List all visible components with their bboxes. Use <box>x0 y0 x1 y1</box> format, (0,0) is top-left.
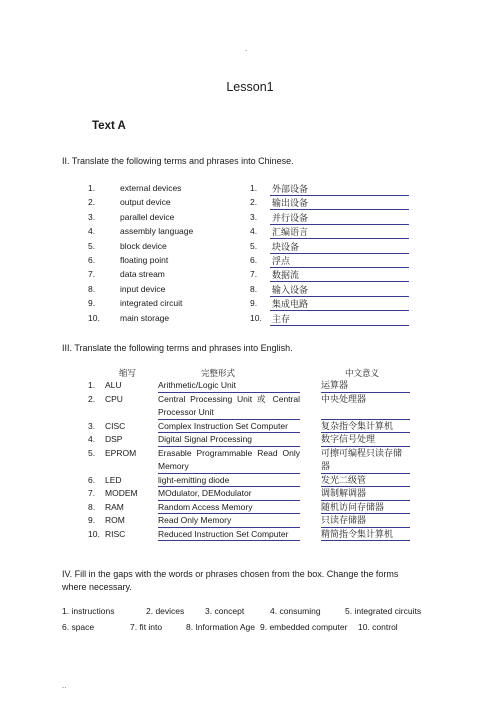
table-row <box>62 433 422 447</box>
chinese-meaning: 复杂指令集计算机 <box>321 420 410 434</box>
row-number: 5. <box>88 447 96 458</box>
abbreviation: DSP <box>105 434 123 444</box>
chinese-answer: 数据流 <box>270 268 409 282</box>
answer-number: 3. <box>250 211 258 222</box>
chinese-answer: 块设备 <box>270 240 409 254</box>
chinese-meaning: 可擦可编程只读存储器 <box>321 447 410 474</box>
english-term: parallel device <box>120 211 175 222</box>
term-row <box>62 254 422 268</box>
full-form: Reduced Instruction Set Computer <box>158 528 300 542</box>
chinese-answer: 汇编语言 <box>270 225 409 239</box>
table-row <box>62 514 422 528</box>
header-mark: . <box>245 44 248 53</box>
english-term: external devices <box>120 183 182 193</box>
page-title: Lesson1 <box>226 80 274 94</box>
row-number: 6. <box>88 474 96 485</box>
chinese-answer: 输出设备 <box>270 196 409 210</box>
table-row <box>62 501 422 515</box>
col-cn-header: 中文意义 <box>345 368 380 378</box>
row-number: 2. <box>88 393 96 404</box>
term-number: 3. <box>88 211 96 222</box>
section3-heading: III. Translate the following terms and phrases into English. <box>62 343 293 353</box>
row-number: 1. <box>88 380 96 390</box>
subtitle <box>92 120 126 132</box>
full-form: Erasable Programmable Read Only Memory <box>158 447 300 474</box>
chinese-answer: 输入设备 <box>270 283 409 297</box>
answer-number: 1. <box>250 183 258 193</box>
abbreviation: EPROM <box>105 447 137 458</box>
full-form: Central Processing Unit 或 Central Processor Unit <box>158 393 300 420</box>
abbreviation: RISC <box>105 528 126 539</box>
term-number: 10. <box>88 312 100 323</box>
word-option: 5. integrated circuits <box>345 606 422 616</box>
answer-number: 2. <box>250 197 258 208</box>
abbreviation: CPU <box>105 393 123 404</box>
section4-heading: IV. Fill in the gaps with the words or phrases chosen from the box. Change the forms where necessary. <box>62 569 399 592</box>
chinese-meaning: 随机访问存储器 <box>321 501 410 515</box>
word-option: 1. instructions <box>62 606 115 616</box>
term-row <box>62 240 422 254</box>
abbreviation: ALU <box>105 380 122 390</box>
term-row <box>62 312 422 326</box>
english-term: assembly language <box>120 226 194 237</box>
table-header <box>62 367 422 379</box>
english-term: main storage <box>120 312 170 323</box>
word-option: 9. embedded computer <box>260 622 348 632</box>
answer-number: 4. <box>250 226 258 237</box>
full-form: MOdulator, DEModulator <box>158 487 300 501</box>
table-row <box>62 474 422 488</box>
table-row <box>62 487 422 501</box>
chinese-meaning: 只读存储器 <box>321 514 410 528</box>
word-option: 7. fit into <box>130 622 163 632</box>
term-number: 4. <box>88 226 96 237</box>
term-number: 7. <box>88 269 96 280</box>
table-row <box>62 528 422 542</box>
term-row <box>62 283 422 297</box>
chinese-answer: 浮点 <box>270 254 409 268</box>
term-row <box>62 297 422 311</box>
answer-number: 8. <box>250 283 258 294</box>
row-number: 8. <box>88 501 96 512</box>
chinese-meaning: 数字信号处理 <box>321 433 410 447</box>
term-number: 9. <box>88 298 96 309</box>
english-term: floating point <box>120 254 169 265</box>
term-row <box>62 182 422 196</box>
row-number: 10. <box>88 528 100 539</box>
footer-mark: .. <box>62 681 67 690</box>
full-form: Complex Instruction Set Computer <box>158 420 300 434</box>
answer-number: 7. <box>250 269 258 280</box>
chinese-meaning: 发光二级管 <box>321 474 410 488</box>
chinese-answer: 集成电路 <box>270 297 409 311</box>
col-full-header: 完整形式 <box>201 368 236 378</box>
table-row <box>62 420 422 434</box>
english-term: output device <box>120 197 171 208</box>
chinese-meaning: 中央处理器 <box>321 393 410 420</box>
table-row <box>62 393 422 420</box>
english-term: data stream <box>120 269 165 280</box>
word-option: 10. control <box>358 622 398 632</box>
word-option: 2. devices <box>146 606 185 616</box>
answer-number: 5. <box>250 240 258 251</box>
chinese-meaning: 精简指令集计算机 <box>321 528 410 542</box>
word-option: 6. space <box>62 622 95 632</box>
word-option: 4. consuming <box>270 606 321 616</box>
term-row <box>62 225 422 239</box>
answer-number: 10. <box>250 312 262 323</box>
english-term: block device <box>120 240 167 251</box>
word-option: 8. Information Age <box>186 622 255 632</box>
word-option: 3. concept <box>205 606 245 616</box>
full-form: Arithmetic/Logic Unit <box>158 379 300 393</box>
term-number: 2. <box>88 197 96 208</box>
chinese-answer: 主存 <box>270 312 409 326</box>
chinese-answer: 并行设备 <box>270 211 409 225</box>
abbreviation: RAM <box>105 501 124 512</box>
full-form: Digital Signal Processing <box>158 433 300 447</box>
term-number: 5. <box>88 240 96 251</box>
abbreviation: ROM <box>105 515 125 525</box>
col-abbr-header: 缩写 <box>119 368 137 378</box>
full-form: Read Only Memory <box>158 514 300 528</box>
full-form: light-emitting diode <box>158 474 300 488</box>
row-number: 9. <box>88 515 96 525</box>
row-number: 4. <box>88 434 96 444</box>
english-term: integrated circuit <box>120 298 183 309</box>
answer-number: 6. <box>250 254 258 265</box>
section3-table <box>62 367 422 541</box>
chinese-answer: 外部设备 <box>270 182 409 196</box>
section2-list <box>62 182 422 326</box>
table-row <box>62 447 422 474</box>
table-row <box>62 379 422 393</box>
row-number: 3. <box>88 420 96 431</box>
term-row <box>62 211 422 225</box>
subtitle-text: Text A <box>92 120 126 132</box>
chinese-meaning: 调制解调器 <box>321 487 410 501</box>
row-number: 7. <box>88 488 96 498</box>
term-row <box>62 268 422 282</box>
term-number: 8. <box>88 283 96 294</box>
abbreviation: MODEM <box>105 488 138 498</box>
answer-number: 9. <box>250 298 258 309</box>
term-row <box>62 196 422 210</box>
term-number: 6. <box>88 254 96 265</box>
chinese-meaning: 运算器 <box>321 379 410 393</box>
section2-heading: II. Translate the following terms and phrases into Chinese. <box>62 156 294 166</box>
abbreviation: CISC <box>105 420 126 431</box>
full-form: Random Access Memory <box>158 501 300 515</box>
english-term: input device <box>120 283 166 294</box>
abbreviation: LED <box>105 474 122 485</box>
term-number: 1. <box>88 183 96 193</box>
